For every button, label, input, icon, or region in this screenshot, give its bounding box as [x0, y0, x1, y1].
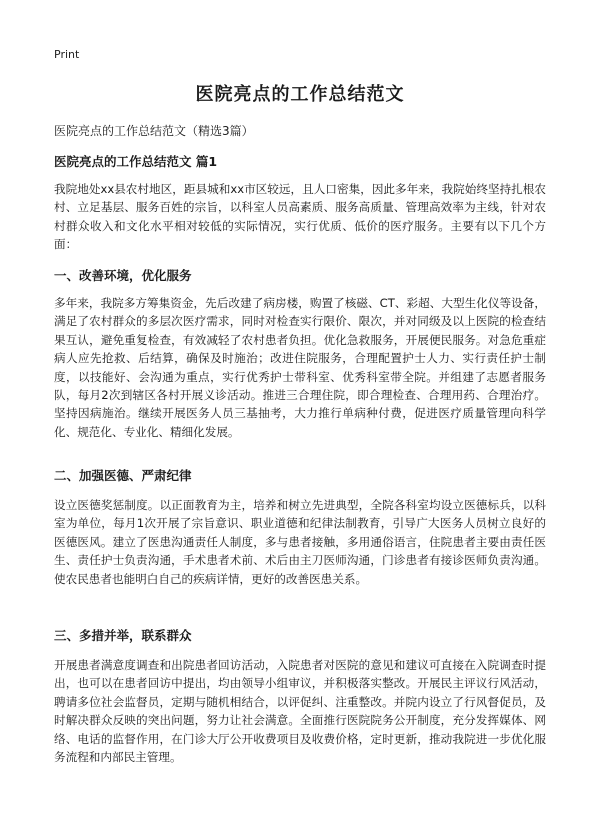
- page-title: 医院亮点的工作总结范文: [195, 84, 405, 105]
- document-subtitle: 医院亮点的工作总结范文（精选3篇）: [54, 124, 254, 138]
- paragraph-3: 开展患者满意度调查和出院患者回访活动，入院患者对医院的意见和建议可直接在入院调查时提出，也可以在患者回访中提出，均由领导小组审议，并积极落实整改。开展民主评议行风活动，聘请多位社会监督员，定期与随机相结合，以评促纠、注重整改。并院内设立了行风督促员，及时解决群众反映的突出问题，努力让社会满意。全面推行医院院务公开制度，充分发挥媒体、网络、电话的监督作用，在门诊大厅公开收费项目及收费价格，定时更新，推动我院进一步优化服务流程和内部民主管理。: [54, 658, 546, 765]
- intro-paragraph: 我院地处xx县农村地区，距县城和xx市区较远，且人口密集，因此多年来，我院始终坚持扎根农村、立足基层、服务百姓的宗旨，以科室人员高素质、服务高质量、管理高效率为主线，针对农村群众收入和文化水平相对较低的实际情况，实行优质、低价的医疗服务。主要有以下几个方面：: [54, 182, 546, 252]
- paragraph-2: 设立医德奖惩制度。以正面教育为主，培养和树立先进典型，全院各科室均设立医德标兵，以科室为单位，每月1次开展了宗旨意识、职业道德和纪律法制教育，引导广大医务人员树立良好的医德医风。建立了医患沟通责任人制度，多与患者接触，多用通俗语言，住院患者主要由责任医生、责任护士负责沟通，手术患者术前、术后由主刀医师沟通，门诊患者有接诊医师负责沟通。使农民患者也能明白自己的疾病详情，更好的改善医患关系。: [54, 498, 546, 586]
- heading-2: 二、加强医德、严肃纪律: [54, 468, 192, 483]
- heading-3: 三、多措并举，联系群众: [54, 628, 192, 643]
- print-label[interactable]: Print: [54, 48, 80, 61]
- heading-1: 一、改善环境，优化服务: [54, 268, 192, 283]
- section-title: 医院亮点的工作总结范文 篇1: [54, 154, 218, 169]
- paragraph-1: 多年来，我院多方筹集资金，先后改建了病房楼，购置了核磁、CT、彩超、大型生化仪等设备，满足了农村群众的多层次医疗需求，同时对检查实行限价、限次，并对同级及以上医院的检查结果互认，避免重复检查，有效减轻了农村患者负担。优化急救服务，开展便民服务。对急危重症病人应先抢救、后结算，确保及时施治；改进住院服务，合理配置护士人力、实行责任护士制度，以技能好、会沟通为重点，实行优秀护士带科室、优秀科室带全院。并组建了志愿者服务队，每月2次到辖区各村开展义诊活动。推进三合理住院，即合理检查、合理用药、合理治疗。坚持因病施治。继续开展医务人员三基抽考，大力推行单病种付费，促进医疗质量管理向科学化、规范化、专业化、精细化发展。: [54, 296, 546, 439]
